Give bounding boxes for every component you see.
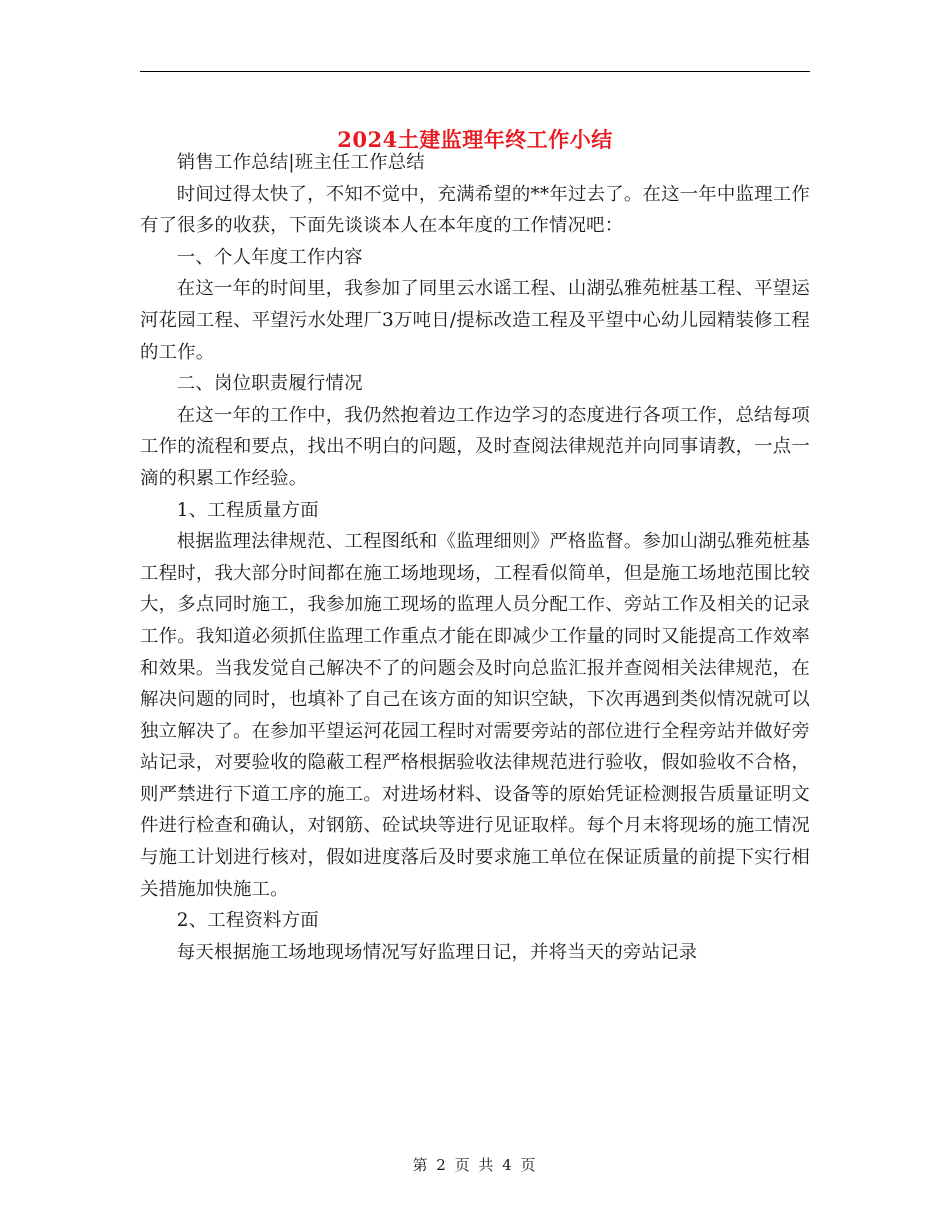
section-heading-1: 一、个人年度工作内容 [176,246,363,268]
subsection-heading-2: 2、工程资料方面 [176,910,319,932]
document-body [140,147,810,968]
paragraph-intro: 时间过得太快了，不知不觉中，充满希望的**年过去了。在这一年中监理工作有了很多的收获，下面先谈谈本人在本年度的工作情况吧： [140,183,810,237]
page-number-footer: 第 2 页 共 4 页 [412,1156,538,1174]
header-rule [140,71,810,72]
paragraph: 在这一年的时间里，我参加了同里云水谣工程、山湖弘雅苑桩基工程、平望运河花园工程、平望污水处理厂3万吨日/提标改造工程及平望中心幼儿园精装修工程的工作。 [140,278,810,363]
paragraph-subtitle: 销售工作总结|班主任工作总结 [176,152,425,173]
paragraph: 每天根据施工场地现场情况写好监理日记，并将当天的旁站记录 [176,941,698,963]
document-title: 2024土建监理年终工作小结 [337,127,613,153]
subsection-heading-1: 1、工程质量方面 [176,499,319,521]
section-heading-2: 二、岗位职责履行情况 [176,373,363,395]
paragraph: 在这一年的工作中，我仍然抱着边工作边学习的态度进行各项工作，总结每项工作的流程和要点，找出不明白的问题，及时查阅法律规范并向同事请教，一点一滴的积累工作经验。 [140,404,810,489]
paragraph: 根据监理法律规范、工程图纸和《监理细则》严格监督。参加山湖弘雅苑桩基工程时，我大部分时间都在施工场地现场，工程看似简单，但是施工场地范围比较大，多点同时施工，我参加施工现场的监理人员分配工作、旁站工作及相关的记录工作。我知道必须抓住监理工作重点才能在即减少工作量的同时又能提高工作效率和效果。当我发觉自己解决不了的问题会及时向总监汇报并查阅相关法律规范，在解决问题的同时，也填补了自己在该方面的知识空缺，下次再遇到类似情况就可以独立解决了。在参加平望运河花园工程时对需要旁站的部位进行全程旁站并做好旁站记录，对要验收的隐蔽工程严格根据验收法律规范进行验收，假如验收不合格，则严禁进行下道工序的施工。对进场材料、设备等的原始凭证检测报告质量证明文件进行检查和确认，对钢筋、砼试块等进行见证取样。每个月末将现场的施工情况与施工计划进行核对，假如进度落后及时要求施工单位在保证质量的前提下实行相关措施加快施工。 [140,531,810,900]
